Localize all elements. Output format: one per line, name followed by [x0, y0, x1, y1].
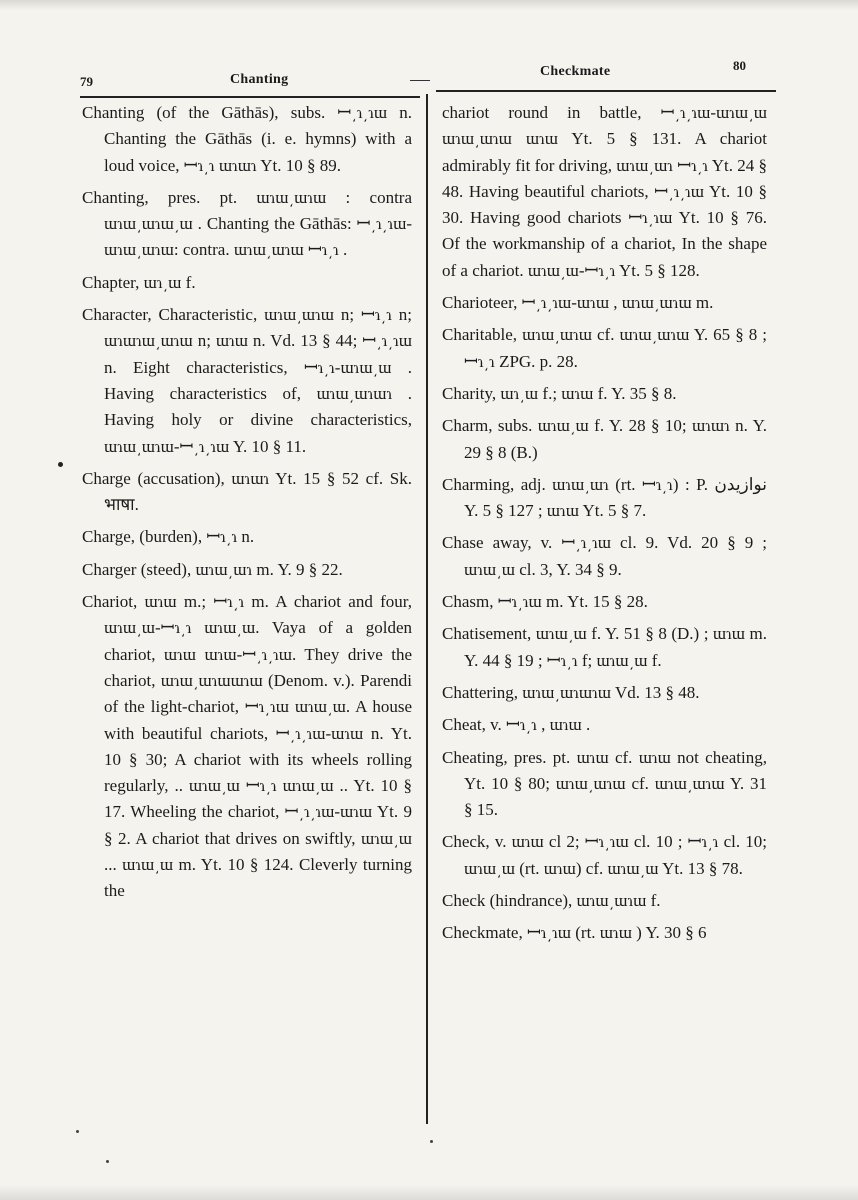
entry-charger: Charger (steed), ɯɿɯ͵ɯɿ m. Y. 9 § 22. [82, 559, 343, 579]
scan-top-edge [0, 0, 858, 10]
entry-check-hindrance: Check (hindrance), ɯɿɯ͵ɯɿɯ f. [442, 891, 661, 911]
entry-charge-burden: Charge, (burden), ꟷɿ͵ɿ n. [82, 527, 255, 547]
entry-charioteer: Charioteer, ꟷ͵ɿ͵ɿɯ-ɯɿɯ , ɯɿɯ͵ɯɿɯ m. [442, 293, 714, 313]
right-page-number: 80 [733, 58, 746, 73]
scan-bottom-edge [0, 1185, 858, 1200]
right-column [442, 100, 767, 953]
left-header-rule [80, 96, 420, 98]
entry-chatisement: Chatisement, ɯɿɯ͵ɯ f. Y. 51 § 8 (D.) ; ɯɿɯ m. Y. 44 § 19 ; ꟷɿ͵ɿ f; ɯɿɯ͵ɯ f. [442, 624, 767, 670]
left-page-number: 79 [80, 74, 93, 89]
entry-chariot-continued: chariot round in battle, ꟷ͵ɿ͵ɿɯ-ɯɿɯ͵ɯ ɯɿɯ͵ɯɿɯ ɯɿɯ Yt. 5 § 131. A chariot admirably fit for driving, ɯɿɯ͵ɯɿ ꟷɿ͵ɿ Yt. 24 § 48. Having beautiful chariots, ꟷ͵ɿ͵ɿɯ Yt. 10 § 30. Having good chariots ꟷɿ͵ɿɯ Yt. 10 § 76. Of the workmanship of a chariot, In the shape of a chariot. ɯɿɯ͵ɯ-ꟷɿ͵ɿ Yt. 5 § 128. [442, 103, 767, 280]
scan-speck [106, 1160, 109, 1163]
header-dash [410, 80, 430, 81]
column-divider [426, 94, 428, 1124]
entry-charity: Charity, ɯɿ͵ɯ f.; ɯɿɯ f. Y. 35 § 8. [442, 383, 677, 403]
entry-chapter: Chapter, ɯɿ͵ɯ f. [82, 272, 196, 292]
entry-chasm: Chasm, ꟷɿ͵ɿɯ m. Yt. 15 § 28. [442, 592, 648, 612]
margin-dot [58, 462, 63, 467]
left-running-head: Chanting [230, 72, 289, 87]
entry-charge-accusation: Charge (accusation), ɯɿɯɿ Yt. 15 § 52 cf. Sk. भाषा. [82, 468, 412, 515]
entry-cheating: Cheating, pres. pt. ɯɿɯ cf. ɯɿɯ not cheating, Yt. 10 § 80; ɯɿɯ͵ɯɿɯ cf. ɯɿɯ͵ɯɿɯ Y. 31 § 15. [442, 747, 767, 820]
entry-cheat: Cheat, v. ꟷɿ͵ɿ , ɯɿɯ . [442, 715, 591, 735]
entry-character: Character, Characteristic, ɯɿɯ͵ɯɿɯ n; ꟷɿ͵ɿ n; ɯɿɯɿɯ͵ɯɿɯ n; ɯɿɯ n. Vd. 13 § 44; ꟷ͵ɿ͵ɿɯ n. Eight characteristics, ꟷɿ͵ɿ-ɯɿɯ͵ɯ . Having characteristics of, ɯɿɯ͵ɯɿɯɿ . Having holy or divine characteristics, ɯɿɯ͵ɯɿɯ-ꟷ͵ɿ͵ɿɯ Y. 10 § 11. [82, 305, 412, 456]
left-column [82, 100, 412, 911]
entry-charm: Charm, subs. ɯɿɯ͵ɯ f. Y. 28 § 10; ɯɿɯɿ n. Y. 29 § 8 (B.) [442, 416, 767, 462]
entry-chase-away: Chase away, v. ꟷ͵ɿ͵ɿɯ cl. 9. Vd. 20 § 9 ; ɯɿɯ͵ɯ cl. 3, Y. 34 § 9. [442, 533, 767, 579]
entry-chanting-subs: Chanting (of the Gāthās), subs. ꟷ͵ɿ͵ɿɯ n. Chanting the Gāthās (i. e. hymns) with a loud voice, ꟷɿ͵ɿ ɯɿɯɿ Yt. 10 § 89. [82, 103, 412, 175]
entry-charitable: Charitable, ɯɿɯ͵ɯɿɯ cf. ɯɿɯ͵ɯɿɯ Y. 65 § 8 ; ꟷɿ͵ɿ ZPG. p. 28. [442, 325, 767, 371]
entry-checkmate: Checkmate, ꟷɿ͵ɿɯ (rt. ɯɿɯ ) Y. 30 § 6 [442, 923, 707, 943]
entry-chariot: Chariot, ɯɿɯ m.; ꟷɿ͵ɿ m. A chariot and four, ɯɿɯ͵ɯ-ꟷɿ͵ɿ ɯɿɯ͵ɯ. Vaya of a golden chariot, ɯɿɯ ɯɿɯ-ꟷ͵ɿ͵ɿɯ. They drive the chariot, ɯɿɯ͵ɯɿɯɯɿɯ (Denom. v.). Parendi of the light-chariot, ꟷɿ͵ɿɯ ɯɿɯ͵ɯ. A house with beautiful chariots, ꟷ͵ɿ͵ɿɯ-ɯɿɯ n. Yt. 10 § 30; A chariot with its wheels rolling regularly, .. ɯɿɯ͵ɯ ꟷɿ͵ɿ ɯɿɯ͵ɯ .. Yt. 10 § 17. Wheeling the chariot, ꟷ͵ɿ͵ɿɯ-ɯɿɯ Yt. 9 § 2. A chariot that drives on swiftly, ɯɿɯ͵ɯ ... ɯɿɯ͵ɯ m. Yt. 10 § 124. Cleverly turning the [82, 592, 412, 901]
entry-chattering: Chattering, ɯɿɯ͵ɯɿɯɿɯ Vd. 13 § 48. [442, 682, 700, 702]
right-running-head: Checkmate [540, 64, 611, 79]
entry-chanting-pres-pt: Chanting, pres. pt. ɯɿɯ͵ɯɿɯ : contra ɯɿɯ͵ɯɿɯ͵ɯ . Chanting the Gāthās: ꟷ͵ɿ͵ɿɯ-ɯɿɯ͵ɯɿɯ: contra. ɯɿɯ͵ɯɿɯ ꟷɿ͵ɿ . [82, 187, 412, 260]
entry-charming: Charming, adj. ɯɿɯ͵ɯɿ (rt. ꟷɿ͵ɿ) : P. نوازیدن Y. 5 § 127 ; ɯɿɯ Yt. 5 § 7. [442, 474, 767, 521]
scan-speck [76, 1130, 79, 1133]
right-header-rule [436, 90, 776, 92]
entry-check: Check, v. ɯɿɯ cl 2; ꟷɿ͵ɿɯ cl. 10 ; ꟷɿ͵ɿ cl. 10; ɯɿɯ͵ɯ (rt. ɯɿɯ) cf. ɯɿɯ͵ɯ Yt. 13 § 78. [442, 832, 767, 878]
scan-speck [430, 1140, 433, 1143]
